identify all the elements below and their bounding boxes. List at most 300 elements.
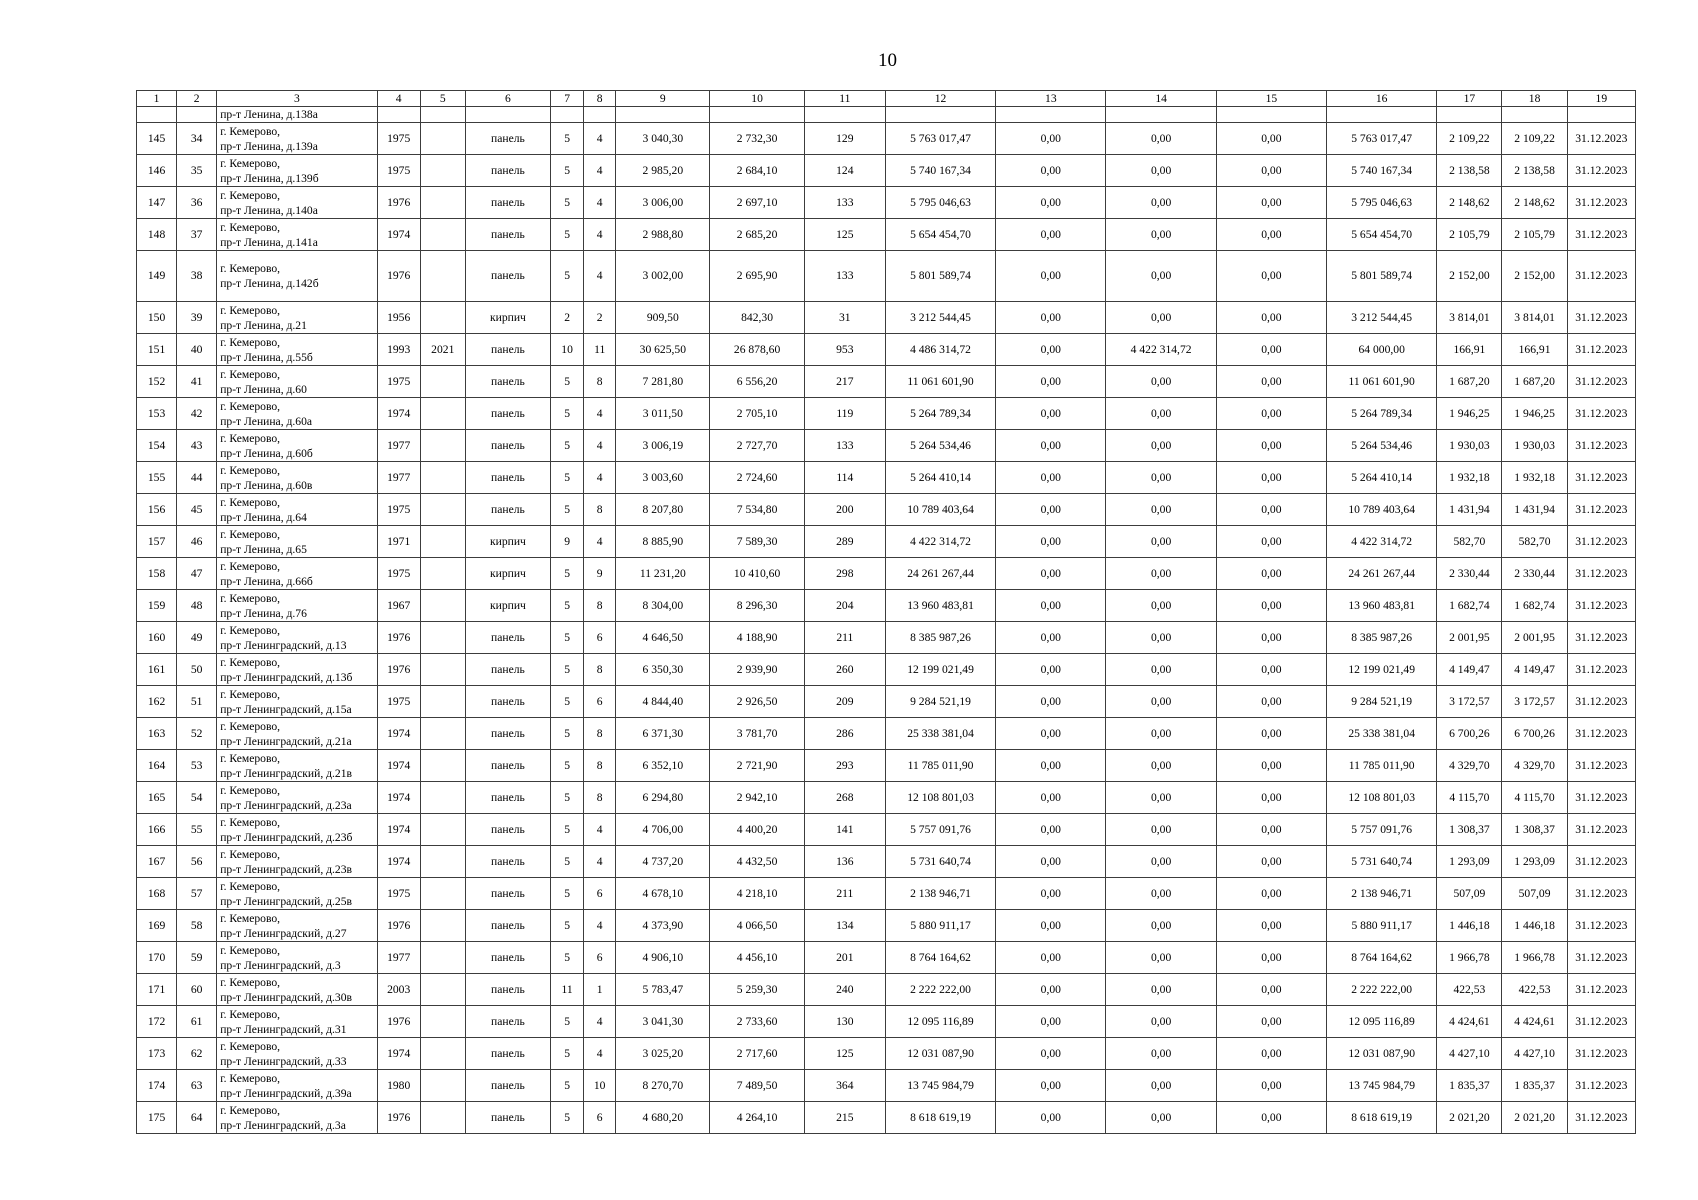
cell-material: панель bbox=[465, 686, 550, 718]
cell-deadline: 31.12.2023 bbox=[1567, 494, 1635, 526]
cell-entrances: 8 bbox=[584, 718, 616, 750]
cell-material: кирпич bbox=[465, 526, 550, 558]
cell-area_total: 3 002,00 bbox=[616, 251, 710, 302]
cell-deadline: 31.12.2023 bbox=[1567, 398, 1635, 430]
table-row bbox=[137, 686, 1636, 718]
address-cell bbox=[217, 334, 377, 366]
cell-floors: 5 bbox=[551, 187, 584, 219]
address-street: пр-т Ленина, д.60 bbox=[220, 382, 307, 396]
cell-entrances: 4 bbox=[584, 846, 616, 878]
address-cell bbox=[217, 398, 377, 430]
cell-n: 160 bbox=[137, 622, 177, 654]
cell-c14: 0,00 bbox=[1106, 590, 1216, 622]
address-cell bbox=[217, 251, 377, 302]
cell-residents: 286 bbox=[804, 718, 885, 750]
cell-c17: 6 700,26 bbox=[1437, 718, 1502, 750]
cell-area_total: 4 706,00 bbox=[616, 814, 710, 846]
cell-year: 1975 bbox=[377, 494, 420, 526]
cell-material: панель bbox=[465, 1038, 550, 1070]
cell-cost_total: 2 138 946,71 bbox=[885, 878, 995, 910]
cell-n: 167 bbox=[137, 846, 177, 878]
address-street: пр-т Ленина, д.21 bbox=[220, 318, 307, 332]
cell-cost_total: 5 264 789,34 bbox=[885, 398, 995, 430]
address-street: пр-т Ленинградский, д.39а bbox=[220, 1086, 352, 1100]
address-cell bbox=[217, 219, 377, 251]
cell-entrances: 8 bbox=[584, 750, 616, 782]
cell-year2 bbox=[420, 878, 465, 910]
cell-k: 36 bbox=[177, 187, 217, 219]
cell-c13: 0,00 bbox=[996, 1006, 1106, 1038]
cell-deadline: 31.12.2023 bbox=[1567, 526, 1635, 558]
cell-area_living: 3 781,70 bbox=[710, 718, 804, 750]
cell-entrances: 8 bbox=[584, 782, 616, 814]
cell-entrances: 8 bbox=[584, 590, 616, 622]
cell-deadline: 31.12.2023 bbox=[1567, 558, 1635, 590]
cell-c14: 0,00 bbox=[1106, 878, 1216, 910]
cell-c16: 5 740 167,34 bbox=[1327, 155, 1437, 187]
cell-year: 1975 bbox=[377, 123, 420, 155]
cell-residents: 211 bbox=[804, 622, 885, 654]
cell-c17: 166,91 bbox=[1437, 334, 1502, 366]
table-row bbox=[137, 526, 1636, 558]
cell-k: 39 bbox=[177, 302, 217, 334]
cell-entrances: 4 bbox=[584, 1006, 616, 1038]
table-row bbox=[137, 654, 1636, 686]
cell-c16: 5 795 046,63 bbox=[1327, 187, 1437, 219]
cell-c16: 3 212 544,45 bbox=[1327, 302, 1437, 334]
cell-residents: 119 bbox=[804, 398, 885, 430]
cell-residents: 125 bbox=[804, 1038, 885, 1070]
cell-area_total: 3 003,60 bbox=[616, 462, 710, 494]
cell-c17: 2 330,44 bbox=[1437, 558, 1502, 590]
address-cell bbox=[217, 1006, 377, 1038]
cell-deadline: 31.12.2023 bbox=[1567, 251, 1635, 302]
cell-entrances: 4 bbox=[584, 814, 616, 846]
cell-floors: 5 bbox=[551, 942, 584, 974]
cell-c15: 0,00 bbox=[1216, 942, 1326, 974]
cell-c18: 2 109,22 bbox=[1502, 123, 1567, 155]
address-city: г. Кемерово, bbox=[220, 495, 281, 509]
cell-c14: 0,00 bbox=[1106, 366, 1216, 398]
cell-c15: 0,00 bbox=[1216, 430, 1326, 462]
cell-k: 63 bbox=[177, 1070, 217, 1102]
cell-deadline: 31.12.2023 bbox=[1567, 187, 1635, 219]
cell-cost_total: 4 422 314,72 bbox=[885, 526, 995, 558]
cell-k: 35 bbox=[177, 155, 217, 187]
cell-residents: 133 bbox=[804, 430, 885, 462]
cell-material: панель bbox=[465, 155, 550, 187]
cell-n: 152 bbox=[137, 366, 177, 398]
cell-k: 34 bbox=[177, 123, 217, 155]
cell-year2 bbox=[420, 654, 465, 686]
cell-year: 1971 bbox=[377, 526, 420, 558]
cell-c15: 0,00 bbox=[1216, 782, 1326, 814]
cell-year: 1976 bbox=[377, 622, 420, 654]
cell-c18: 582,70 bbox=[1502, 526, 1567, 558]
cell-area_living: 4 188,90 bbox=[710, 622, 804, 654]
cell-area_living: 5 259,30 bbox=[710, 974, 804, 1006]
cell-residents: 293 bbox=[804, 750, 885, 782]
cell-material: панель bbox=[465, 750, 550, 782]
cell-k: 55 bbox=[177, 814, 217, 846]
cell-c16: 2 138 946,71 bbox=[1327, 878, 1437, 910]
cell-c13: 0,00 bbox=[996, 219, 1106, 251]
cell-area_living: 7 534,80 bbox=[710, 494, 804, 526]
cell-c18: 4 427,10 bbox=[1502, 1038, 1567, 1070]
cell-c16: 12 108 801,03 bbox=[1327, 782, 1437, 814]
cell-year: 1975 bbox=[377, 878, 420, 910]
cell-n: 161 bbox=[137, 654, 177, 686]
address-city: г. Кемерово, bbox=[220, 623, 281, 637]
table-body bbox=[137, 107, 1636, 1134]
cell-entrances: 4 bbox=[584, 219, 616, 251]
cell-deadline: 31.12.2023 bbox=[1567, 910, 1635, 942]
cell-k: 47 bbox=[177, 558, 217, 590]
cell-year: 1975 bbox=[377, 366, 420, 398]
cell-n: 154 bbox=[137, 430, 177, 462]
cell-c18: 1 966,78 bbox=[1502, 942, 1567, 974]
cell-deadline: 31.12.2023 bbox=[1567, 686, 1635, 718]
cell-entrances: 8 bbox=[584, 366, 616, 398]
cell-c15: 0,00 bbox=[1216, 718, 1326, 750]
address-city: г. Кемерово, bbox=[220, 559, 281, 573]
cell-c16: 5 264 534,46 bbox=[1327, 430, 1437, 462]
cell-residents: 364 bbox=[804, 1070, 885, 1102]
address-city: г. Кемерово, bbox=[220, 591, 281, 605]
cell-area_living: 2 942,10 bbox=[710, 782, 804, 814]
address-street: пр-т Ленинградский, д.33 bbox=[220, 1054, 347, 1068]
cell-cost_total: 5 264 534,46 bbox=[885, 430, 995, 462]
cell-year: 1974 bbox=[377, 814, 420, 846]
cell-c13: 0,00 bbox=[996, 814, 1106, 846]
cell-year2 bbox=[420, 974, 465, 1006]
cell-cost_total: 4 486 314,72 bbox=[885, 334, 995, 366]
cell-area_total: 8 304,00 bbox=[616, 590, 710, 622]
cell-cost_total: 2 222 222,00 bbox=[885, 974, 995, 1006]
cell-deadline: 31.12.2023 bbox=[1567, 1102, 1635, 1134]
cell-c16: 5 264 789,34 bbox=[1327, 398, 1437, 430]
table-cell bbox=[177, 107, 217, 123]
cell-residents: 209 bbox=[804, 686, 885, 718]
cell-cost_total: 5 757 091,76 bbox=[885, 814, 995, 846]
cell-c16: 5 731 640,74 bbox=[1327, 846, 1437, 878]
cell-residents: 136 bbox=[804, 846, 885, 878]
cell-c15: 0,00 bbox=[1216, 590, 1326, 622]
cell-c17: 2 152,00 bbox=[1437, 251, 1502, 302]
cell-c17: 4 115,70 bbox=[1437, 782, 1502, 814]
address-street: пр-т Ленинградский, д.23б bbox=[220, 830, 353, 844]
table-cell bbox=[1216, 107, 1326, 123]
cell-cost_total: 5 880 911,17 bbox=[885, 910, 995, 942]
cell-residents: 201 bbox=[804, 942, 885, 974]
cell-deadline: 31.12.2023 bbox=[1567, 219, 1635, 251]
column-header: 10 bbox=[710, 91, 804, 107]
cell-c13: 0,00 bbox=[996, 1038, 1106, 1070]
cell-year2 bbox=[420, 430, 465, 462]
cell-cost_total: 25 338 381,04 bbox=[885, 718, 995, 750]
cell-entrances: 4 bbox=[584, 1038, 616, 1070]
column-header: 14 bbox=[1106, 91, 1216, 107]
cell-year: 1974 bbox=[377, 718, 420, 750]
cell-c14: 0,00 bbox=[1106, 846, 1216, 878]
cell-area_total: 11 231,20 bbox=[616, 558, 710, 590]
cell-c15: 0,00 bbox=[1216, 878, 1326, 910]
address-city: г. Кемерово, bbox=[220, 367, 281, 381]
cell-year: 1976 bbox=[377, 910, 420, 942]
address-street: пр-т Ленина, д.60б bbox=[220, 446, 313, 460]
cell-cost_total: 5 264 410,14 bbox=[885, 462, 995, 494]
cell-n: 145 bbox=[137, 123, 177, 155]
cell-n: 148 bbox=[137, 219, 177, 251]
address-cell bbox=[217, 1070, 377, 1102]
cell-year: 1976 bbox=[377, 251, 420, 302]
cell-area_total: 7 281,80 bbox=[616, 366, 710, 398]
address-city: г. Кемерово, bbox=[220, 1007, 281, 1021]
cell-residents: 268 bbox=[804, 782, 885, 814]
cell-material: панель bbox=[465, 462, 550, 494]
cell-deadline: 31.12.2023 bbox=[1567, 366, 1635, 398]
cell-residents: 204 bbox=[804, 590, 885, 622]
address-city: г. Кемерово, bbox=[220, 527, 281, 541]
cell-area_total: 3 040,30 bbox=[616, 123, 710, 155]
cell-k: 51 bbox=[177, 686, 217, 718]
address-city: г. Кемерово, bbox=[220, 1039, 281, 1053]
cell-c13: 0,00 bbox=[996, 750, 1106, 782]
cell-c14: 0,00 bbox=[1106, 910, 1216, 942]
cell-n: 174 bbox=[137, 1070, 177, 1102]
cell-year2 bbox=[420, 910, 465, 942]
cell-entrances: 6 bbox=[584, 942, 616, 974]
cell-year: 1976 bbox=[377, 1006, 420, 1038]
cell-floors: 5 bbox=[551, 1006, 584, 1038]
cell-c16: 4 422 314,72 bbox=[1327, 526, 1437, 558]
cell-c18: 3 172,57 bbox=[1502, 686, 1567, 718]
cell-area_total: 3 006,19 bbox=[616, 430, 710, 462]
cell-k: 42 bbox=[177, 398, 217, 430]
cell-area_living: 6 556,20 bbox=[710, 366, 804, 398]
cell-material: панель bbox=[465, 942, 550, 974]
cell-k: 44 bbox=[177, 462, 217, 494]
cell-cost_total: 12 108 801,03 bbox=[885, 782, 995, 814]
cell-deadline: 31.12.2023 bbox=[1567, 718, 1635, 750]
address-street: пр-т Ленинградский, д.23а bbox=[220, 798, 352, 812]
cell-residents: 200 bbox=[804, 494, 885, 526]
cell-k: 46 bbox=[177, 526, 217, 558]
cell-year2 bbox=[420, 155, 465, 187]
cell-c15: 0,00 bbox=[1216, 398, 1326, 430]
cell-c17: 2 109,22 bbox=[1437, 123, 1502, 155]
cell-c14: 0,00 bbox=[1106, 622, 1216, 654]
cell-c14: 0,00 bbox=[1106, 686, 1216, 718]
column-header: 7 bbox=[551, 91, 584, 107]
table-cell bbox=[137, 107, 177, 123]
housing-register-table bbox=[136, 90, 1636, 1134]
cell-area_living: 2 724,60 bbox=[710, 462, 804, 494]
cell-c17: 1 308,37 bbox=[1437, 814, 1502, 846]
cell-entrances: 4 bbox=[584, 526, 616, 558]
cell-area_living: 4 218,10 bbox=[710, 878, 804, 910]
cell-k: 62 bbox=[177, 1038, 217, 1070]
address-city: г. Кемерово, bbox=[220, 303, 281, 317]
table-cell bbox=[616, 107, 710, 123]
cell-floors: 5 bbox=[551, 366, 584, 398]
cell-area_total: 5 783,47 bbox=[616, 974, 710, 1006]
cell-material: панель bbox=[465, 878, 550, 910]
cell-c14: 0,00 bbox=[1106, 558, 1216, 590]
address-cell bbox=[217, 187, 377, 219]
cell-n: 159 bbox=[137, 590, 177, 622]
cell-area_living: 2 727,70 bbox=[710, 430, 804, 462]
cell-deadline: 31.12.2023 bbox=[1567, 942, 1635, 974]
cell-year2 bbox=[420, 1102, 465, 1134]
cell-deadline: 31.12.2023 bbox=[1567, 462, 1635, 494]
cell-entrances: 6 bbox=[584, 878, 616, 910]
table-row bbox=[137, 1038, 1636, 1070]
cell-material: панель bbox=[465, 1070, 550, 1102]
cell-area_total: 6 352,10 bbox=[616, 750, 710, 782]
cell-k: 37 bbox=[177, 219, 217, 251]
cell-n: 163 bbox=[137, 718, 177, 750]
cell-area_total: 3 011,50 bbox=[616, 398, 710, 430]
cell-c17: 2 105,79 bbox=[1437, 219, 1502, 251]
cell-n: 165 bbox=[137, 782, 177, 814]
cell-c16: 5 880 911,17 bbox=[1327, 910, 1437, 942]
cell-year: 1977 bbox=[377, 942, 420, 974]
cell-c18: 1 932,18 bbox=[1502, 462, 1567, 494]
cell-cost_total: 8 618 619,19 bbox=[885, 1102, 995, 1134]
cell-material: кирпич bbox=[465, 590, 550, 622]
address-street: пр-т Ленинградский, д.13 bbox=[220, 638, 347, 652]
cell-material: панель bbox=[465, 494, 550, 526]
cell-year2 bbox=[420, 718, 465, 750]
address-street: пр-т Ленинградский, д.15а bbox=[220, 702, 352, 716]
address-cell bbox=[217, 366, 377, 398]
cell-c18: 4 149,47 bbox=[1502, 654, 1567, 686]
cell-floors: 5 bbox=[551, 251, 584, 302]
cell-year: 1967 bbox=[377, 590, 420, 622]
cell-area_total: 2 985,20 bbox=[616, 155, 710, 187]
table-row bbox=[137, 187, 1636, 219]
address-street: пр-т Ленинградский, д.25в bbox=[220, 894, 353, 908]
address-city: г. Кемерово, bbox=[220, 188, 281, 202]
cell-c18: 2 001,95 bbox=[1502, 622, 1567, 654]
cell-c14: 0,00 bbox=[1106, 123, 1216, 155]
cell-c15: 0,00 bbox=[1216, 219, 1326, 251]
address-cell bbox=[217, 910, 377, 942]
cell-year: 1956 bbox=[377, 302, 420, 334]
cell-c17: 2 021,20 bbox=[1437, 1102, 1502, 1134]
cell-residents: 31 bbox=[804, 302, 885, 334]
cell-c13: 0,00 bbox=[996, 462, 1106, 494]
cell-residents: 141 bbox=[804, 814, 885, 846]
cell-c13: 0,00 bbox=[996, 686, 1106, 718]
cell-c17: 1 932,18 bbox=[1437, 462, 1502, 494]
cell-cost_total: 12 095 116,89 bbox=[885, 1006, 995, 1038]
cell-c15: 0,00 bbox=[1216, 1070, 1326, 1102]
cell-c18: 4 329,70 bbox=[1502, 750, 1567, 782]
cell-year2 bbox=[420, 622, 465, 654]
cell-c13: 0,00 bbox=[996, 718, 1106, 750]
cell-c15: 0,00 bbox=[1216, 846, 1326, 878]
address-street: пр-т Ленинградский, д.3 bbox=[220, 958, 341, 972]
address-street: пр-т Ленинградский, д.21а bbox=[220, 734, 352, 748]
cell-c17: 1 966,78 bbox=[1437, 942, 1502, 974]
cell-deadline: 31.12.2023 bbox=[1567, 1038, 1635, 1070]
table-cell bbox=[377, 107, 420, 123]
table-row bbox=[137, 910, 1636, 942]
table-row bbox=[137, 494, 1636, 526]
cell-material: панель bbox=[465, 1006, 550, 1038]
cell-cost_total: 12 031 087,90 bbox=[885, 1038, 995, 1070]
cell-entrances: 6 bbox=[584, 1102, 616, 1134]
cell-c14: 0,00 bbox=[1106, 430, 1216, 462]
cell-c16: 64 000,00 bbox=[1327, 334, 1437, 366]
cell-c13: 0,00 bbox=[996, 123, 1106, 155]
cell-deadline: 31.12.2023 bbox=[1567, 622, 1635, 654]
cell-c16: 5 264 410,14 bbox=[1327, 462, 1437, 494]
cell-c13: 0,00 bbox=[996, 1070, 1106, 1102]
cell-floors: 5 bbox=[551, 782, 584, 814]
cell-deadline: 31.12.2023 bbox=[1567, 155, 1635, 187]
cell-c13: 0,00 bbox=[996, 1102, 1106, 1134]
cell-c15: 0,00 bbox=[1216, 750, 1326, 782]
cell-n: 153 bbox=[137, 398, 177, 430]
cell-c13: 0,00 bbox=[996, 430, 1106, 462]
cell-c15: 0,00 bbox=[1216, 462, 1326, 494]
column-header: 19 bbox=[1567, 91, 1635, 107]
address-cell bbox=[217, 123, 377, 155]
cell-area_living: 8 296,30 bbox=[710, 590, 804, 622]
cell-c16: 25 338 381,04 bbox=[1327, 718, 1437, 750]
cell-residents: 240 bbox=[804, 974, 885, 1006]
continuation-row bbox=[137, 107, 1636, 123]
cell-entrances: 4 bbox=[584, 398, 616, 430]
cell-n: 146 bbox=[137, 155, 177, 187]
cell-floors: 5 bbox=[551, 686, 584, 718]
cell-year2: 2021 bbox=[420, 334, 465, 366]
column-header: 13 bbox=[996, 91, 1106, 107]
address-cell bbox=[217, 718, 377, 750]
cell-residents: 125 bbox=[804, 219, 885, 251]
table-row bbox=[137, 251, 1636, 302]
cell-c14: 0,00 bbox=[1106, 494, 1216, 526]
cell-c15: 0,00 bbox=[1216, 1006, 1326, 1038]
cell-k: 56 bbox=[177, 846, 217, 878]
cell-k: 38 bbox=[177, 251, 217, 302]
cell-c13: 0,00 bbox=[996, 942, 1106, 974]
column-header: 9 bbox=[616, 91, 710, 107]
cell-k: 64 bbox=[177, 1102, 217, 1134]
cell-c14: 0,00 bbox=[1106, 1038, 1216, 1070]
cell-c13: 0,00 bbox=[996, 974, 1106, 1006]
cell-material: кирпич bbox=[465, 302, 550, 334]
cell-year2 bbox=[420, 219, 465, 251]
table-row bbox=[137, 155, 1636, 187]
cell-c13: 0,00 bbox=[996, 526, 1106, 558]
cell-year: 1976 bbox=[377, 654, 420, 686]
cell-cost_total: 5 740 167,34 bbox=[885, 155, 995, 187]
column-header: 17 bbox=[1437, 91, 1502, 107]
address-city: г. Кемерово, bbox=[220, 943, 281, 957]
cell-c13: 0,00 bbox=[996, 494, 1106, 526]
cell-c16: 5 763 017,47 bbox=[1327, 123, 1437, 155]
cell-c17: 4 149,47 bbox=[1437, 654, 1502, 686]
cell-floors: 5 bbox=[551, 430, 584, 462]
cell-floors: 5 bbox=[551, 622, 584, 654]
cell-cost_total: 8 764 164,62 bbox=[885, 942, 995, 974]
cell-entrances: 4 bbox=[584, 123, 616, 155]
cell-deadline: 31.12.2023 bbox=[1567, 430, 1635, 462]
